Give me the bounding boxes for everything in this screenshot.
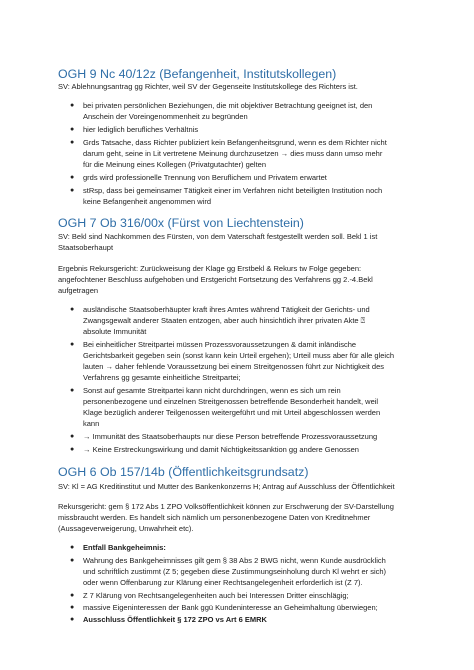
bullet-text: → Immunität des Staatsoberhaupts nur diese Person betreffende Prozessvoraussetzung (83, 432, 378, 441)
bullet-text: Anschein der Voreingenommenheit zu begründen (83, 112, 248, 121)
bullet-text: → Keine Erstreckungswirkung und damit Nichtigkeitssanktion gg andere Genossen (83, 445, 359, 454)
bullet-dot-icon: ● (70, 544, 75, 551)
result-text: Rekursgericht: gem § 172 Abs 1 ZPO Volksöffentlichkeit können zur Erschwerung der SV-Darstellung (58, 502, 394, 511)
bullet-dot-icon: ● (70, 446, 75, 453)
result-text: angefochtener Beschluss aufgehoben und Erstgericht Fortsetzung des Verfahrens gg 2.-4.Bekl (58, 275, 373, 284)
bullet-dot-icon: ● (70, 306, 75, 313)
bullet-text: kann (83, 419, 100, 428)
section-intro: SV: Bekl sind Nachkommen des Fürsten, von dem Vaterschaft festgestellt werden soll. Bekl 1 ist (58, 232, 378, 241)
bullet-dot-icon: ● (70, 592, 75, 599)
bullet-dot-icon: ● (70, 557, 75, 564)
bullet-dot-icon: ● (70, 187, 75, 194)
section-intro: SV: Ablehnungsantrag gg Richter, weil SV der Gegenseite Institutskollege des Richters ist. (58, 82, 358, 91)
bullet-text: lauten → daher fehlende Voraussetzung bei einem Streitgenossen führt zur Nichtigkeit des (83, 362, 385, 371)
section-heading: OGH 6 Ob 157/14b (Öffentlichkeitsgrundsatz) (58, 465, 309, 479)
result-text: aufgetragen (58, 286, 99, 295)
bullet-text: und schriftlich zustimmt (Z 5; gegeben diese Zustimmungseinholung durch Kl wehrt er sich) (83, 567, 387, 576)
bullet-text: Sonst auf gesamte Streitpartei kann nicht durchdringen, wenn es sich um rein (83, 386, 341, 395)
bullet-text: personenbezogene und einzelnen Streitgenossen betreffende Besonderheit handelt, weil (83, 397, 379, 406)
result-text: Ergebnis Rekursgericht: Zurückweisung der Klage gg Erstbekl & Rekurs tw Folge gegeben: (58, 264, 362, 273)
bullet-text: massive Eigeninteressen der Bank ggü Kundeninteresse an Geheimhaltung überwiegen; (83, 603, 378, 612)
bullet-text: bei privaten persönlichen Beziehungen, die mit objektiver Betrachtung geeignet ist, den (83, 101, 373, 110)
bullet-text: Entfall Bankgeheimnis: (83, 543, 166, 552)
bullet-text: darum geht, seine in Lit vertretene Meinung durchzusetzen → dies muss dann umso mehr (83, 149, 383, 158)
bullet-text: Bei einheitlicher Streitpartei müssen Prozessvoraussetzungen & damit inländische (83, 340, 357, 349)
section-heading: OGH 7 Ob 316/00x (Fürst von Liechtenstein) (58, 216, 304, 230)
bullet-dot-icon: ● (70, 604, 75, 611)
result-text: (Aussageverweigerung, Unwahrheit etc). (58, 524, 194, 533)
bullet-dot-icon: ● (70, 139, 75, 146)
bullet-text: stRsp, dass bei gemeinsamer Tätigkeit einer im Verfahren nicht beteiligten Institution noch (83, 186, 383, 195)
bullet-text: Wahrung des Bankgeheimnisses gilt gem § 38 Abs 2 BWG nicht, wenn Kunde ausdrücklich (83, 556, 386, 565)
bullet-text: Zwangsgewalt anderer Staaten entzogen, aber auch hinsichtlich ihrer privaten Akte ⍰ (83, 316, 366, 325)
bullet-dot-icon: ● (70, 174, 75, 181)
bullet-text: hier lediglich berufliches Verhältnis (83, 125, 199, 134)
bullet-text: ausländische Staatsoberhäupter kraft ihres Amtes während Tätigkeit der Gerichts- und (83, 305, 370, 314)
bullet-dot-icon: ● (70, 126, 75, 133)
bullet-text: keine Befangenheit angenommen wird (83, 197, 212, 206)
bullet-text: Ausschluss Öffentlichkeit § 172 ZPO vs Art 6 EMRK (83, 615, 267, 624)
bullet-text: Klage bezüglich anderer Teilgenossen weitergeführt und mit Urteil abgeschlossen werden (83, 408, 381, 417)
bullet-text: oder wenn Offenbarung zur Klärung einer Rechtsangelegenheit erforderlich ist (Z 7). (83, 578, 363, 587)
bullet-dot-icon: ● (70, 102, 75, 109)
bullet-text: Z 7 Klärung von Rechtsangelegenheiten auch bei Interessen Dritter einschlägig; (83, 591, 349, 600)
bullet-text: absolute Immunität (83, 327, 147, 336)
bullet-text: Verfahrens gg gesamte einheitliche Streitpartei; (83, 373, 241, 382)
bullet-text: für die Meinung eines Kollegen (Privatgutachter) gelten (83, 160, 267, 169)
bullet-text: grds wird professionelle Trennung von Beruflichem und Privatem erwartet (83, 173, 327, 182)
bullet-dot-icon: ● (70, 616, 75, 623)
bullet-dot-icon: ● (70, 341, 75, 348)
result-text: missbraucht werden. Es handelt sich nämlich um personenbezogene Daten von Kreditnehmer (58, 513, 371, 522)
bullet-text: Grds Tatsache, dass Richter publiziert kein Befangenheitsgrund, wenn es dem Richter nicht (83, 138, 387, 147)
bullet-dot-icon: ● (70, 433, 75, 440)
bullet-dot-icon: ● (70, 387, 75, 394)
section-intro: Staatsoberhaupt (58, 243, 114, 252)
section-intro: SV: Kl = AG Kreditinstitut und Mutter des Bankenkonzerns H; Antrag auf Ausschluss der Öffentlichkeit (58, 482, 395, 491)
section-heading: OGH 9 Nc 40/12z (Befangenheit, Institutskollegen) (58, 67, 337, 81)
bullet-text: Gerichtsbarkeit gegeben sein (sonst kann kein Urteil ergehen); Urteil muss aber für alle gleich (83, 351, 394, 360)
